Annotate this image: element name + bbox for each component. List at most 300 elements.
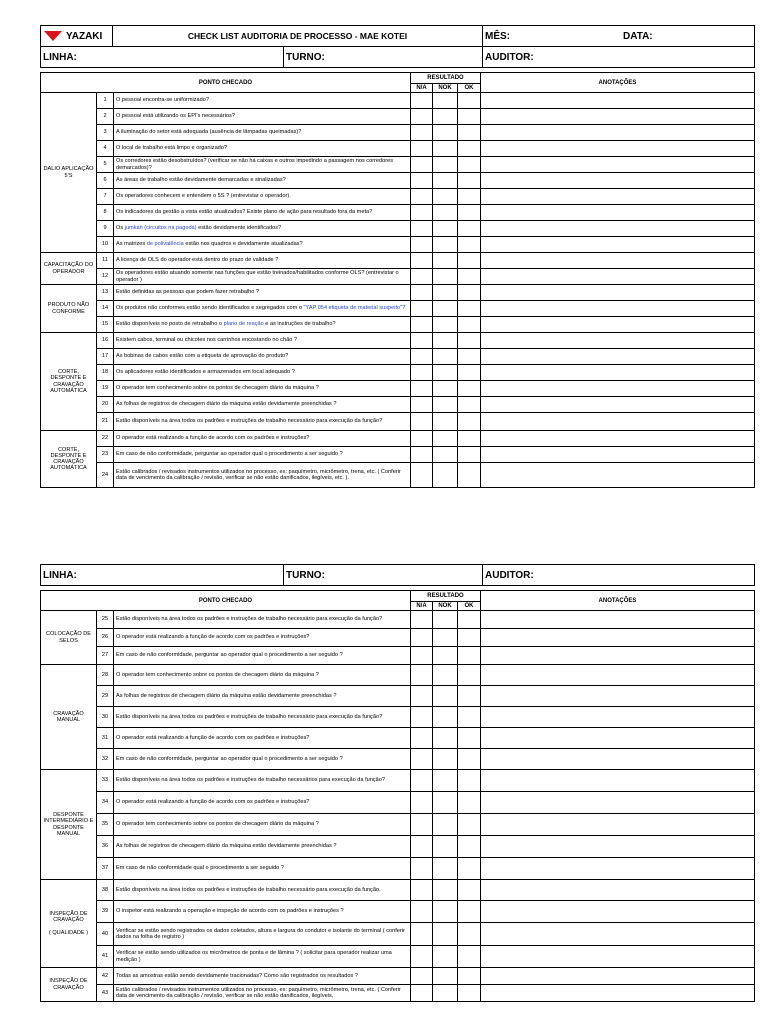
annotation-cell[interactable]: [481, 269, 755, 285]
question-text: O operador tem conhecimento sobre os pontos de checagem diário da máquina ?: [116, 821, 319, 828]
category-cell: DALIO APLICAÇÃO 5'S: [41, 93, 97, 253]
result-nok-cell[interactable]: [433, 381, 458, 397]
annotation-cell[interactable]: [481, 447, 755, 463]
checkpoint-question: [114, 189, 411, 205]
auditor-field-2[interactable]: AUDITOR:: [483, 565, 755, 586]
brand-logo: [41, 26, 113, 47]
item-number: 12: [97, 269, 114, 285]
checkpoint-question: [114, 968, 411, 985]
annotation-cell[interactable]: [481, 923, 755, 946]
item-number: 23: [97, 447, 114, 463]
annotation-cell[interactable]: [481, 665, 755, 686]
linha-field-2[interactable]: LINHA:: [41, 565, 284, 586]
result-ok-cell[interactable]: [458, 397, 481, 413]
result-na-cell[interactable]: [411, 317, 433, 333]
result-na-cell[interactable]: [411, 93, 433, 109]
item-number: 22: [97, 431, 114, 447]
question-text: O operador tem conhecimento sobre os pontos de checagem diário da máquina ?: [116, 671, 319, 678]
result-ok-cell[interactable]: [458, 317, 481, 333]
checkpoint-question: [114, 173, 411, 189]
item-number: 35: [97, 814, 114, 836]
checklist-row: [41, 349, 755, 365]
result-na-cell[interactable]: [411, 858, 433, 880]
result-nok-cell[interactable]: [433, 205, 458, 221]
item-number: 33: [97, 770, 114, 792]
result-nok-cell[interactable]: [433, 269, 458, 285]
checklist-row: [41, 447, 755, 463]
item-number: 27: [97, 647, 114, 665]
category-cell: CAPACITAÇÃO DO OPERADOR: [41, 253, 97, 285]
checkpoint-question: [114, 333, 411, 349]
question-text: Estão disponíveis na área todos os padrões e instruções de trabalho necessário para execução da função.: [116, 886, 381, 893]
result-nok-cell[interactable]: [433, 946, 458, 968]
result-na-cell[interactable]: [411, 381, 433, 397]
result-nok-cell[interactable]: [433, 836, 458, 858]
result-ok-cell[interactable]: [458, 173, 481, 189]
result-nok-cell[interactable]: [433, 447, 458, 463]
annotation-cell[interactable]: [481, 333, 755, 349]
checklist-row: [41, 431, 755, 447]
result-na-cell[interactable]: [411, 901, 433, 923]
checkpoint-question: [114, 269, 411, 285]
checkpoint-question: [114, 770, 411, 792]
item-number: 7: [97, 189, 114, 205]
result-na-cell[interactable]: [411, 365, 433, 381]
result-nok-cell[interactable]: [433, 333, 458, 349]
result-na-cell[interactable]: [411, 611, 433, 629]
result-ok-cell[interactable]: [458, 141, 481, 157]
result-ok-cell[interactable]: [458, 221, 481, 237]
checklist-row: [41, 301, 755, 317]
question-text: Os operadores conhecem e entendem o 5S ? (entrevistar o operador).: [116, 193, 291, 200]
item-number: 10: [97, 237, 114, 253]
result-ok-cell[interactable]: [458, 946, 481, 968]
col-na: N/A: [411, 602, 433, 611]
result-na-cell[interactable]: [411, 665, 433, 686]
item-number: 20: [97, 397, 114, 413]
checklist-row: [41, 946, 755, 968]
result-nok-cell[interactable]: [433, 665, 458, 686]
result-na-cell[interactable]: [411, 814, 433, 836]
checkpoint-question: [114, 109, 411, 125]
question-text: Os indicadores da gestão a vista estão atualizados? Existe plano de ação para resultado fora da meta?: [116, 209, 373, 216]
result-nok-cell[interactable]: [433, 141, 458, 157]
result-nok-cell[interactable]: [433, 189, 458, 205]
question-text: Em caso de não conformidade qual o procedimento a ser seguido ?: [116, 865, 284, 872]
question-text: A licença de OLS do operador está dentro do prazo de validade ?: [116, 257, 279, 264]
linha-field[interactable]: LINHA:: [41, 47, 284, 68]
mes-data-cell[interactable]: [483, 26, 755, 47]
brand-name: YAZAKI: [66, 30, 103, 42]
result-nok-cell[interactable]: [433, 221, 458, 237]
question-text: Os operadores estão atuando somente nas funções que estão treinados/habilitados conforme OLS? (entrevistar o operador ): [116, 270, 399, 283]
annotation-cell[interactable]: [481, 880, 755, 901]
checkpoint-question: [114, 707, 411, 728]
question-text: Estão definidas as pessoas que podem fazer retrabalho ?: [116, 289, 260, 296]
result-nok-cell[interactable]: [433, 901, 458, 923]
checkpoint-question: [114, 93, 411, 109]
result-ok-cell[interactable]: [458, 836, 481, 858]
annotation-cell[interactable]: [481, 125, 755, 141]
result-ok-cell[interactable]: [458, 749, 481, 770]
question-text: A iluminação do setor está adequada (ausência de lâmpadas queimadas)?: [116, 129, 302, 136]
result-na-cell[interactable]: [411, 647, 433, 665]
category-cell: CORTE, DESPONTE E CRAVAÇÃO AUTOMÁTICA: [41, 333, 97, 431]
result-nok-cell[interactable]: [433, 365, 458, 381]
result-nok-cell[interactable]: [433, 686, 458, 707]
result-ok-cell[interactable]: [458, 413, 481, 431]
question-text: estão nos quadros e devidamente atualizadas?: [183, 241, 303, 248]
annotation-cell[interactable]: [481, 301, 755, 317]
result-na-cell[interactable]: [411, 413, 433, 431]
result-ok-cell[interactable]: [458, 985, 481, 1002]
question-text: As folhas de registros de checagem diário da máquina estão devidamente preenchidas ?: [116, 692, 337, 699]
result-na-cell[interactable]: [411, 189, 433, 205]
result-ok-cell[interactable]: [458, 901, 481, 923]
result-ok-cell[interactable]: [458, 858, 481, 880]
result-ok-cell[interactable]: [458, 269, 481, 285]
item-number: 11: [97, 253, 114, 269]
result-nok-cell[interactable]: [433, 647, 458, 665]
item-number: 38: [97, 880, 114, 901]
result-nok-cell[interactable]: [433, 93, 458, 109]
result-nok-cell[interactable]: [433, 749, 458, 770]
checkpoint-question: [114, 381, 411, 397]
checkpoint-question: [114, 858, 411, 880]
result-na-cell[interactable]: [411, 301, 433, 317]
result-na-cell[interactable]: [411, 728, 433, 749]
result-na-cell[interactable]: [411, 770, 433, 792]
item-number: 36: [97, 836, 114, 858]
checklist-sheet-1: [40, 25, 754, 488]
col-ok: OK: [458, 84, 481, 93]
question-text: O pessoal está utilizando os EPI's necessários?: [116, 113, 235, 120]
result-nok-cell[interactable]: [433, 858, 458, 880]
result-na-cell[interactable]: [411, 333, 433, 349]
annotation-cell[interactable]: [481, 431, 755, 447]
annotation-cell[interactable]: [481, 349, 755, 365]
result-ok-cell[interactable]: [458, 237, 481, 253]
checklist-row: [41, 189, 755, 205]
item-number: 16: [97, 333, 114, 349]
checklist-row: [41, 770, 755, 792]
annotation-cell[interactable]: [481, 365, 755, 381]
result-ok-cell[interactable]: [458, 968, 481, 985]
checkpoint-question: [114, 463, 411, 488]
result-nok-cell[interactable]: [433, 173, 458, 189]
checkpoint-question: [114, 285, 411, 301]
annotation-cell[interactable]: [481, 629, 755, 647]
result-ok-cell[interactable]: [458, 381, 481, 397]
category-cell: COLOCAÇÃO DE SELOS: [41, 611, 97, 665]
checkpoint-question: [114, 985, 411, 1002]
result-ok-cell[interactable]: [458, 611, 481, 629]
category-cell: INSPEÇÃO DE CRAVAÇÃO ( QUALIDADE ): [41, 880, 97, 968]
result-nok-cell[interactable]: [433, 349, 458, 365]
result-nok-cell[interactable]: [433, 629, 458, 647]
question-text: O operador está realizando a função de acordo com os padrões e instruções?: [116, 634, 310, 641]
checklist-row: [41, 968, 755, 985]
annotation-cell[interactable]: [481, 814, 755, 836]
result-na-cell[interactable]: [411, 463, 433, 488]
checkpoint-question: [114, 317, 411, 333]
checklist-row: [41, 157, 755, 173]
result-na-cell[interactable]: [411, 836, 433, 858]
result-ok-cell[interactable]: [458, 157, 481, 173]
result-ok-cell[interactable]: [458, 728, 481, 749]
result-ok-cell[interactable]: [458, 431, 481, 447]
annotation-cell[interactable]: [481, 237, 755, 253]
item-number: 1: [97, 93, 114, 109]
result-nok-cell[interactable]: [433, 301, 458, 317]
checklist-row: [41, 125, 755, 141]
checkpoint-question: [114, 365, 411, 381]
checkpoint-question: [114, 749, 411, 770]
annotation-cell[interactable]: [481, 749, 755, 770]
result-nok-cell[interactable]: [433, 463, 458, 488]
result-nok-cell[interactable]: [433, 109, 458, 125]
result-ok-cell[interactable]: [458, 814, 481, 836]
checkpoint-question: [114, 205, 411, 221]
result-na-cell[interactable]: [411, 237, 433, 253]
result-nok-cell[interactable]: [433, 707, 458, 728]
checklist-row: [41, 836, 755, 858]
annotation-cell[interactable]: [481, 707, 755, 728]
result-ok-cell[interactable]: [458, 109, 481, 125]
result-na-cell[interactable]: [411, 125, 433, 141]
result-ok-cell[interactable]: [458, 349, 481, 365]
checkpoint-question: [114, 647, 411, 665]
result-na-cell[interactable]: [411, 141, 433, 157]
result-nok-cell[interactable]: [433, 317, 458, 333]
result-nok-cell[interactable]: [433, 431, 458, 447]
question-text: Existem cabos, terminal ou chicotes nos carrinhos encostando no chão ?: [116, 337, 297, 344]
checklist-row: [41, 173, 755, 189]
annotation-cell[interactable]: [481, 792, 755, 814]
checklist-row: [41, 109, 755, 125]
checkpoint-question: [114, 349, 411, 365]
result-ok-cell[interactable]: [458, 285, 481, 301]
result-ok-cell[interactable]: [458, 125, 481, 141]
checklist-row: [41, 749, 755, 770]
result-na-cell[interactable]: [411, 629, 433, 647]
result-ok-cell[interactable]: [458, 463, 481, 488]
result-ok-cell[interactable]: [458, 333, 481, 349]
result-nok-cell[interactable]: [433, 770, 458, 792]
annotation-cell[interactable]: [481, 413, 755, 431]
result-ok-cell[interactable]: [458, 205, 481, 221]
result-na-cell[interactable]: [411, 431, 433, 447]
checkpoint-question: [114, 665, 411, 686]
item-number: 4: [97, 141, 114, 157]
result-ok-cell[interactable]: [458, 770, 481, 792]
result-nok-cell[interactable]: [433, 814, 458, 836]
result-nok-cell[interactable]: [433, 413, 458, 431]
annotation-cell[interactable]: [481, 221, 755, 237]
result-nok-cell[interactable]: [433, 968, 458, 985]
checklist-row: [41, 397, 755, 413]
checklist-row: [41, 728, 755, 749]
result-ok-cell[interactable]: [458, 253, 481, 269]
annotation-cell[interactable]: [481, 985, 755, 1002]
result-na-cell[interactable]: [411, 686, 433, 707]
result-ok-cell[interactable]: [458, 189, 481, 205]
question-text: Em caso de não conformidade, perguntar ao operador qual o procedimento a ser seguido ?: [116, 755, 343, 762]
item-number: 9: [97, 221, 114, 237]
result-na-cell[interactable]: [411, 221, 433, 237]
checkpoint-question: [114, 923, 411, 946]
result-na-cell[interactable]: [411, 749, 433, 770]
annotation-cell[interactable]: [481, 317, 755, 333]
annotation-cell[interactable]: [481, 285, 755, 301]
item-number: 28: [97, 665, 114, 686]
annotation-cell[interactable]: [481, 728, 755, 749]
result-ok-cell[interactable]: [458, 707, 481, 728]
checkpoint-question: [114, 301, 411, 317]
question-text: Em caso de não conformidade, perguntar ao operador qual o procedimento a ser seguido ?: [116, 652, 343, 659]
annotation-cell[interactable]: [481, 901, 755, 923]
item-number: 29: [97, 686, 114, 707]
checklist-row: [41, 647, 755, 665]
annotation-cell[interactable]: [481, 397, 755, 413]
result-nok-cell[interactable]: [433, 985, 458, 1002]
annotation-cell[interactable]: [481, 946, 755, 968]
checklist-row: [41, 923, 755, 946]
annotation-cell[interactable]: [481, 205, 755, 221]
checklist-row: [41, 221, 755, 237]
result-ok-cell[interactable]: [458, 665, 481, 686]
col-ponto-checado: PONTO CHECADO: [41, 591, 411, 611]
annotation-cell[interactable]: [481, 836, 755, 858]
annotation-cell[interactable]: [481, 157, 755, 173]
checkpoint-question: [114, 880, 411, 901]
question-text: Os produtos não conformes estão sendo identificados e segregados com o: [116, 305, 304, 312]
result-nok-cell[interactable]: [433, 237, 458, 253]
col-anotacoes: ANOTAÇÕES: [481, 73, 755, 93]
result-ok-cell[interactable]: [458, 301, 481, 317]
checklist-row: [41, 237, 755, 253]
result-ok-cell[interactable]: [458, 686, 481, 707]
annotation-cell[interactable]: [481, 93, 755, 109]
col-resultado: RESULTADO: [411, 591, 481, 602]
checklist-row: [41, 269, 755, 285]
result-na-cell[interactable]: [411, 109, 433, 125]
item-number: 21: [97, 413, 114, 431]
result-nok-cell[interactable]: [433, 397, 458, 413]
annotation-cell[interactable]: [481, 770, 755, 792]
annotation-cell[interactable]: [481, 686, 755, 707]
checkpoint-question: [114, 253, 411, 269]
checklist-row: [41, 901, 755, 923]
checklist-sheet-2: [40, 564, 754, 1002]
checkpoint-question: [114, 125, 411, 141]
result-na-cell[interactable]: [411, 157, 433, 173]
annotation-cell[interactable]: [481, 253, 755, 269]
question-text: As folhas de registros de checagem diário da máquina estão devidamente preenchidas ?: [116, 843, 337, 850]
item-number: 32: [97, 749, 114, 770]
question-text: Todas as amostras estão sendo devidamente tracionadas? Como são registrados os resultados ?: [116, 972, 358, 979]
question-text: Os: [116, 225, 125, 232]
result-ok-cell[interactable]: [458, 365, 481, 381]
result-nok-cell[interactable]: [433, 611, 458, 629]
result-ok-cell[interactable]: [458, 880, 481, 901]
result-nok-cell[interactable]: [433, 792, 458, 814]
annotation-cell[interactable]: [481, 647, 755, 665]
result-nok-cell[interactable]: [433, 923, 458, 946]
result-nok-cell[interactable]: [433, 253, 458, 269]
result-na-cell[interactable]: [411, 205, 433, 221]
checkpoint-question: [114, 792, 411, 814]
checklist-row: [41, 317, 755, 333]
checkpoint-question: [114, 413, 411, 431]
result-na-cell[interactable]: [411, 968, 433, 985]
result-na-cell[interactable]: [411, 985, 433, 1002]
result-nok-cell[interactable]: [433, 728, 458, 749]
result-na-cell[interactable]: [411, 447, 433, 463]
annotation-cell[interactable]: [481, 858, 755, 880]
result-ok-cell[interactable]: [458, 792, 481, 814]
auditor-field[interactable]: AUDITOR:: [483, 47, 755, 68]
result-na-cell[interactable]: [411, 792, 433, 814]
item-number: 15: [97, 317, 114, 333]
item-number: 19: [97, 381, 114, 397]
result-na-cell[interactable]: [411, 285, 433, 301]
annotation-cell[interactable]: [481, 611, 755, 629]
result-ok-cell[interactable]: [458, 629, 481, 647]
result-ok-cell[interactable]: [458, 447, 481, 463]
result-na-cell[interactable]: [411, 923, 433, 946]
annotation-cell[interactable]: [481, 189, 755, 205]
category-cell: PRODUTO NÃO CONFORME: [41, 285, 97, 333]
checklist-row: [41, 285, 755, 301]
highlighted-text: jumkan (circuitos na pagoda): [124, 225, 197, 232]
checklist-row: [41, 880, 755, 901]
question-text: O inspetor está realizando a operação e inspeção de acordo com os padrões e instruções ?: [116, 908, 344, 915]
result-na-cell[interactable]: [411, 253, 433, 269]
annotation-cell[interactable]: [481, 381, 755, 397]
turno-field-2[interactable]: TURNO:: [284, 565, 483, 586]
result-nok-cell[interactable]: [433, 157, 458, 173]
result-nok-cell[interactable]: [433, 285, 458, 301]
result-ok-cell[interactable]: [458, 923, 481, 946]
annotation-cell[interactable]: [481, 141, 755, 157]
result-na-cell[interactable]: [411, 349, 433, 365]
item-number: 42: [97, 968, 114, 985]
result-nok-cell[interactable]: [433, 125, 458, 141]
annotation-cell[interactable]: [481, 968, 755, 985]
result-na-cell[interactable]: [411, 269, 433, 285]
annotation-cell[interactable]: [481, 173, 755, 189]
result-na-cell[interactable]: [411, 946, 433, 968]
annotation-cell[interactable]: [481, 463, 755, 488]
question-text: As bobinas de cabos estão com a etiqueta de aprovação do produto?: [116, 353, 289, 360]
result-ok-cell[interactable]: [458, 93, 481, 109]
item-number: 39: [97, 901, 114, 923]
result-na-cell[interactable]: [411, 173, 433, 189]
result-nok-cell[interactable]: [433, 880, 458, 901]
turno-field[interactable]: TURNO:: [284, 47, 483, 68]
result-na-cell[interactable]: [411, 880, 433, 901]
checkpoint-question: [114, 728, 411, 749]
checkpoint-question: [114, 221, 411, 237]
result-ok-cell[interactable]: [458, 647, 481, 665]
question-text: Estão disponíveis na área todos os padrões e instruções de trabalho necessário para execução da função?: [116, 418, 383, 425]
result-na-cell[interactable]: [411, 397, 433, 413]
header-table: [40, 25, 755, 68]
result-na-cell[interactable]: [411, 707, 433, 728]
annotation-cell[interactable]: [481, 109, 755, 125]
col-ponto-checado: PONTO CHECADO: [41, 73, 411, 93]
